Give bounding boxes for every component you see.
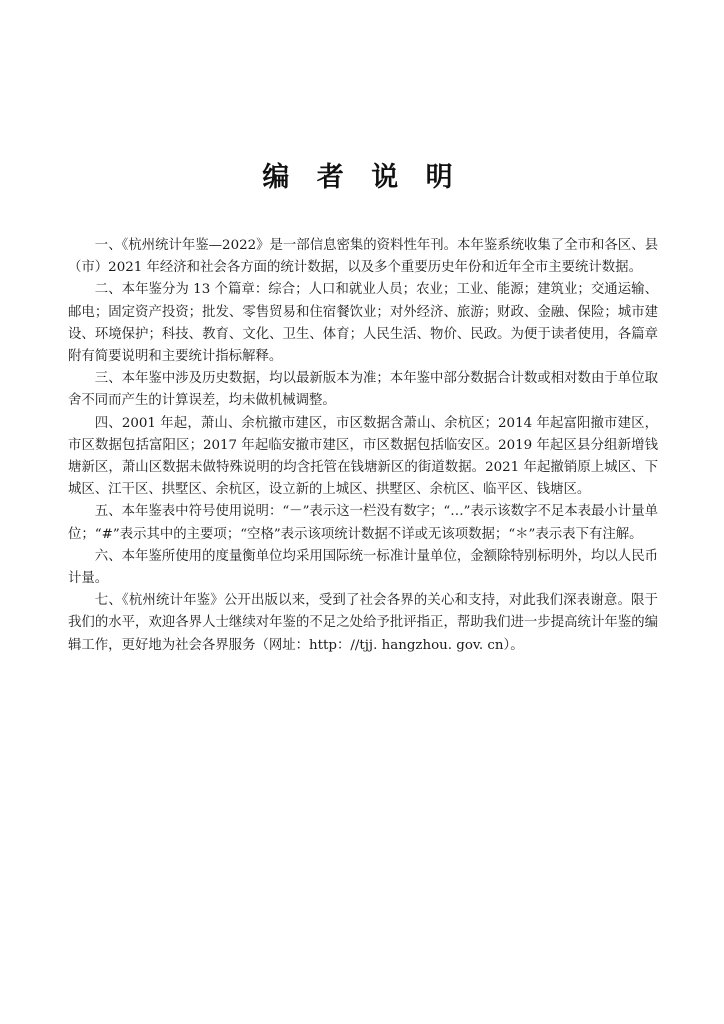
paragraph-5: 五、本年鉴表中符号使用说明：“－”表示这一栏没有数字；“…”表示该数字不足本表最小计量单位；“#”表示其中的主要项；“空格”表示该项统计数据不详或无该项数据；“＊”表示表下有注解。 — [68, 504, 658, 542]
editor-notes-body — [68, 235, 658, 657]
paragraph-4: 四、2001 年起，萧山、余杭撤市建区，市区数据含萧山、余杭区；2014 年起富阳撤市建区，市区数据包括富阳区；2017 年起临安撤市建区，市区数据包括临安区。2019 年起区县分组新增钱塘新区，萧山区数据未做特殊说明的均含托管在钱塘新区的街道数据。2021 年起撤销原上城区、下城区、江干区、拱墅区、余杭区，设立新的上城区、拱墅区、余杭区、临平区、钱塘区。 — [68, 415, 658, 498]
page-title: 编 者 说 明 — [262, 162, 462, 193]
paragraph-7: 七、《杭州统计年鉴》公开出版以来，受到了社会各界的关心和支持，对此我们深表谢意。限于我们的水平，欢迎各界人士继续对年鉴的不足之处给予批评指正，帮助我们进一步提高统计年鉴的编辑工作，更好地为社会各界服务（网址：http：//tjj. hangzhou. gov. cn）。 — [68, 593, 658, 653]
paragraph-2: 二、本年鉴分为 13 个篇章：综合；人口和就业人员；农业；工业、能源；建筑业；交通运输、邮电；固定资产投资；批发、零售贸易和住宿餐饮业；对外经济、旅游；财政、金融、保险；城市建设、环境保护；科技、教育、文化、卫生、体育；人民生活、物价、民政。为便于读者使用，各篇章附有简要说明和主要统计指标解释。 — [68, 282, 658, 365]
paragraph-6: 六、本年鉴所使用的度量衡单位均采用国际统一标准计量单位，金额除特别标明外，均以人民币计量。 — [68, 548, 658, 587]
paragraph-3: 三、本年鉴中涉及历史数据，均以最新版本为准；本年鉴中部分数据合计数或相对数由于单位取舍不同而产生的计算误差，均未做机械调整。 — [68, 371, 658, 409]
paragraph-1: 一、《杭州统计年鉴—2022》是一部信息密集的资料性年刊。本年鉴系统收集了全市和各区、县（市）2021 年经济和社会各方面的统计数据，以及多个重要历史年份和近年全市主要统计数据。 — [68, 238, 658, 276]
